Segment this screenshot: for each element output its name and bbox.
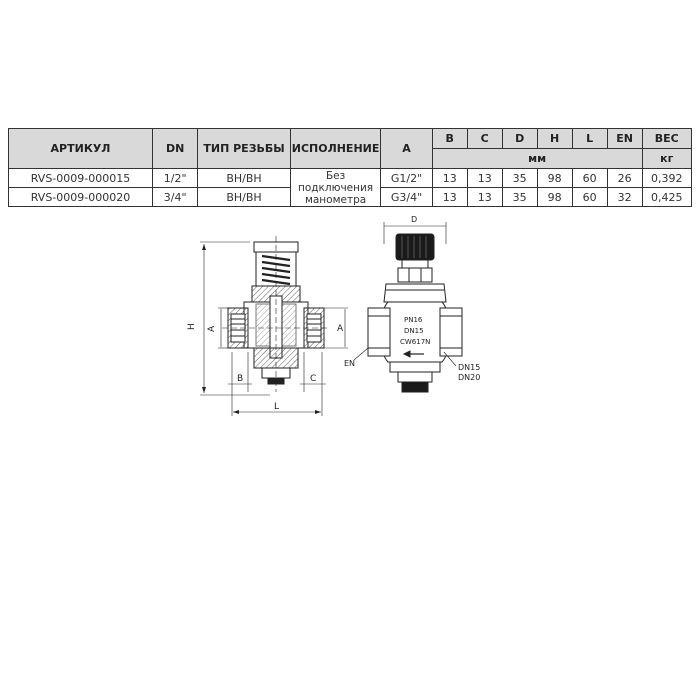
- header-thread: ТИП РЕЗЬБЫ: [198, 129, 291, 169]
- cell-d: 35: [502, 169, 537, 188]
- header-b: B: [432, 129, 467, 149]
- cell-weight: 0,425: [642, 188, 691, 207]
- dim-label-b: B: [237, 374, 244, 384]
- section-view: [200, 236, 348, 416]
- cell-execution: Без подключения манометра: [290, 169, 381, 207]
- cell-b: 13: [432, 169, 467, 188]
- cell-c: 13: [467, 188, 502, 207]
- header-c: C: [467, 129, 502, 149]
- header-h: H: [537, 129, 572, 149]
- header-weight: ВЕС: [642, 129, 691, 149]
- cell-thread: ВН/ВН: [198, 188, 291, 207]
- header-d: D: [502, 129, 537, 149]
- marking-pn: PN16: [404, 316, 423, 324]
- dim-label-en: EN: [344, 359, 356, 368]
- header-en: EN: [607, 129, 642, 149]
- dim-label-d: D: [411, 215, 418, 224]
- cell-h: 98: [537, 188, 572, 207]
- dim-label-a-right: A: [337, 324, 344, 334]
- dim-label-a-left: A: [207, 325, 217, 332]
- cell-en: 26: [607, 169, 642, 188]
- header-dn: DN: [153, 129, 198, 169]
- cell-a: G3/4": [381, 188, 432, 207]
- header-unit-mm: мм: [432, 149, 642, 169]
- dim-label-l: L: [274, 402, 280, 412]
- dim-label-c: C: [310, 374, 317, 384]
- header-execution: ИСПОЛНЕНИЕ: [290, 129, 381, 169]
- cell-l: 60: [572, 169, 607, 188]
- cell-dn: 1/2": [153, 169, 198, 188]
- dim-label-dn15: DN15: [458, 363, 481, 372]
- header-article: АРТИКУЛ: [9, 129, 153, 169]
- marking-material: CW617N: [400, 338, 431, 346]
- cell-c: 13: [467, 169, 502, 188]
- cell-article: RVS-0009-000015: [9, 169, 153, 188]
- cell-en: 32: [607, 188, 642, 207]
- cell-article: RVS-0009-000020: [9, 188, 153, 207]
- cell-d: 35: [502, 188, 537, 207]
- cell-l: 60: [572, 188, 607, 207]
- cell-weight: 0,392: [642, 169, 691, 188]
- header-l: L: [572, 129, 607, 149]
- dim-label-h: H: [187, 323, 197, 330]
- marking-dn: DN15: [404, 327, 424, 335]
- cell-a: G1/2": [381, 169, 432, 188]
- exterior-view: [354, 222, 462, 392]
- cell-b: 13: [432, 188, 467, 207]
- cell-thread: ВН/ВН: [198, 169, 291, 188]
- dim-label-dn20: DN20: [458, 373, 481, 382]
- cell-h: 98: [537, 169, 572, 188]
- cell-dn: 3/4": [153, 188, 198, 207]
- header-a: A: [381, 129, 432, 169]
- header-unit-kg: кг: [642, 149, 691, 169]
